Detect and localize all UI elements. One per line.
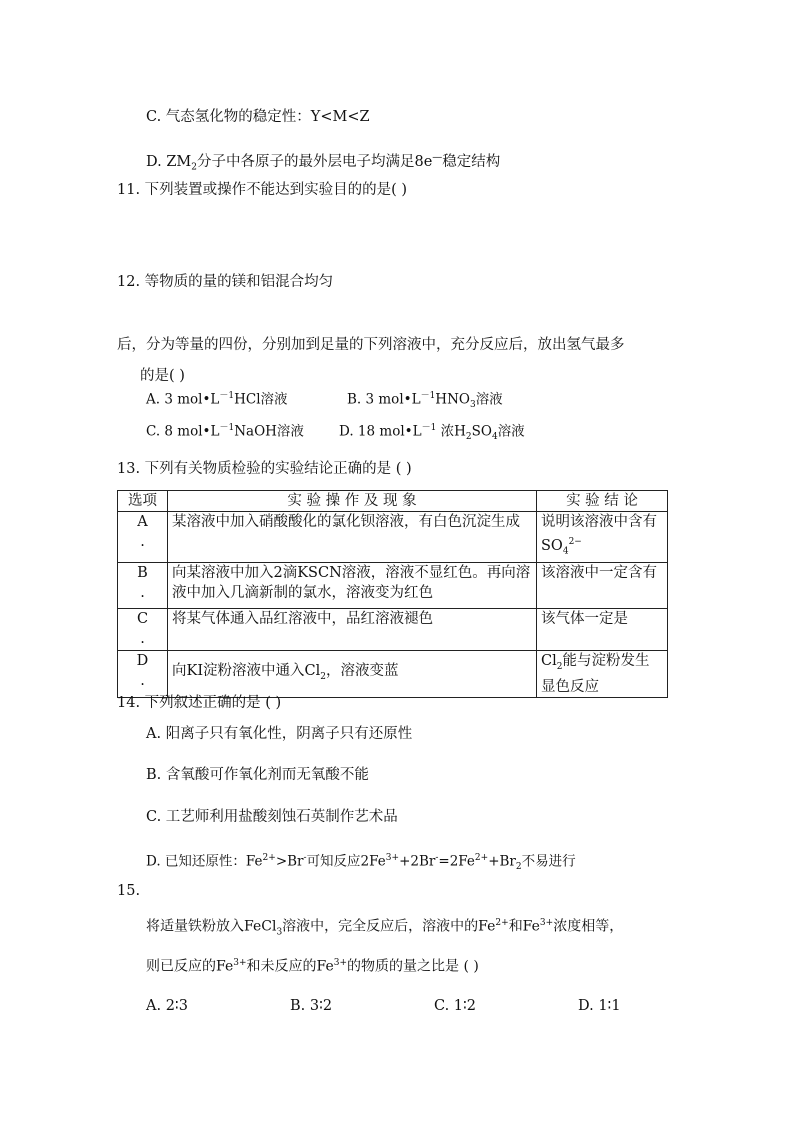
q12-d-sub1: 2 [465,432,472,443]
q12-c-sup: －1 [219,423,235,433]
q12-option-d [339,418,525,447]
table-row [118,562,668,608]
q15-s2-sup2: 3+ [333,958,348,968]
q10-d-text3: 稳定结构 [442,153,501,170]
q14-d-sub: 2 [515,862,522,873]
q12-b-sub: 3 [469,400,476,411]
q10-d-sub: 2 [191,162,197,173]
q14-d-t4: +2Br [399,853,436,870]
q14-d-t3: 可知反应2Fe [306,853,386,870]
row-c-operation: 将某气体通入品红溶液中，品红溶液褪色 [168,608,537,650]
q12-d-text1: D. 18 mol•L [339,423,422,440]
row-d-dot: . [140,672,145,689]
row-a-option [118,512,168,563]
q14-option-c: C. 工艺师利用盐酸刻蚀石英制作艺术品 [146,809,398,825]
q15-s2-sup1: 3+ [233,958,247,968]
row-d-op-sub: 2 [320,671,327,682]
header-operation: 实 验 操 作 及 现 象 [168,491,537,512]
q15-s1-t3: 和Fe [508,918,540,935]
row-c-option [118,608,168,650]
q12-d-text4: 溶液 [497,423,525,440]
row-d-con-sub: 2 [556,661,563,672]
q14-d-t5: =2Fe [438,853,475,870]
row-a-con-sup: 2− [568,537,582,547]
q15-option-b: B. 3∶2 [290,998,333,1014]
row-b-dot: . [140,584,145,601]
q14-d-s1: 2+ [262,853,276,863]
q13-question: 13. 下列有关物质检验的实验结论正确的是 ( ) [117,461,412,477]
q12-stem-3: 的是( ) [140,368,185,384]
q15-s1-t1: 将适量铁粉放入FeCl [146,918,277,935]
header-conclusion: 实 验 结 论 [537,491,668,512]
row-c-letter: C [136,610,149,627]
q14-d-s2: - [303,853,307,863]
q14-option-d [146,848,576,877]
q15-s2-t2: 和未反应的Fe [246,958,334,975]
q12-c-text1: C. 8 mol•L [146,423,220,440]
q15-s2-t1: 则已反应的Fe [146,958,234,975]
q12-option-a [146,386,288,410]
row-b-option [118,562,168,608]
row-a-con-sub: 4 [562,546,569,557]
row-c-dot: . [140,630,145,647]
q12-option-b [347,386,503,415]
row-d-operation [168,650,537,697]
q12-d-sub2: 4 [491,432,498,443]
q15-s1-t4: 浓度相等， [553,918,624,935]
row-a-dot: . [140,534,145,550]
q11-question: 11. 下列装置或操作不能达到实验目的的是( ) [117,182,408,198]
q14-d-s3: 3+ [385,853,400,863]
q15-stem-1 [146,913,623,942]
row-d-letter: D [136,652,149,669]
q12-a-sup: －1 [219,391,235,401]
q15-s1-sup2: 3+ [539,918,554,928]
q10-d-sup: — [432,152,443,163]
q14-d-t1: D. 已知还原性：Fe [146,853,263,870]
q12-a-text1: A. 3 mol•L [146,391,220,408]
q15-stem-2 [146,953,479,977]
q15-number: 15. [117,883,141,899]
q12-stem-1: 12. 等物质的量的镁和铝混合均匀 [117,274,334,290]
table-row [118,512,668,563]
q12-b-text3: 溶液 [475,391,503,408]
row-d-op-text1: 向KI淀粉溶液中通入Cl [172,662,321,679]
q14-d-s4: - [435,853,439,863]
q12-c-text2: NaOH溶液 [234,423,304,440]
row-a-con-text: 说明该溶液中含有SO [541,514,657,554]
table-row [118,650,668,697]
row-b-operation: 向某溶液中加入2滴KSCN溶液，溶液不显红色。再向溶液中加入几滴新制的氯水，溶液变为红色 [168,562,537,608]
q14-d-s5: 2+ [474,853,489,863]
q15-option-a: A. 2∶3 [146,998,188,1014]
q10-d-text2: 分子中各原子的最外层电子均满足8e [196,153,433,170]
q14-d-t7: 不易进行 [521,853,576,870]
q15-s1-sup1: 2+ [495,918,509,928]
q12-option-c [146,418,304,442]
row-d-option [118,650,168,697]
row-d-conclusion [537,650,668,697]
q12-b-sup: －1 [420,391,436,401]
row-a-conclusion [537,512,668,563]
table-row [118,608,668,650]
q10-option-d [146,148,500,178]
row-c-conclusion: 该气体一定是 [537,608,668,650]
q15-s2-t3: 的物质的量之比是 ( ) [347,958,479,975]
q15-s1-sub: 3 [276,927,283,938]
q15-option-d: D. 1∶1 [578,998,621,1014]
q14-option-a: A. 阳离子只有氧化性，阴离子只有还原性 [146,726,413,742]
q12-d-sup: －1 [421,423,437,433]
row-d-con-text2: 能与淀粉发生显色反应 [541,652,650,695]
table-header-row [118,491,668,512]
q15-option-c: C. 1∶2 [434,998,477,1014]
q10-option-c: C. 气态氢化物的稳定性：Y<M<Z [146,109,370,125]
row-b-conclusion: 该溶液中一定含有 [537,562,668,608]
q12-b-text2: HNO [435,391,470,408]
q12-stem-2: 后，分为等量的四份，分别加到足量的下列溶液中，充分反应后，放出氢气最多 [117,337,625,353]
q13-experiment-table [117,490,668,698]
q12-d-text2: 浓H [440,423,466,440]
header-option: 选项 [118,491,168,512]
q12-a-text2: HCl溶液 [234,391,288,408]
row-d-con-text1: Cl [541,652,557,669]
q14-d-t2: >Br [275,853,304,870]
row-a-operation: 某溶液中加入硝酸酸化的氯化钡溶液，有白色沉淀生成 [168,512,537,563]
row-b-letter: B [137,564,148,581]
row-d-op-text2: ，溶液变蓝 [326,662,399,679]
q14-question: 14. 下列叙述正确的是 ( ) [117,695,282,711]
q14-d-t6: +Br [488,853,516,870]
q12-d-text3: SO [471,423,492,440]
q14-option-b: B. 含氧酸可作氧化剂而无氧酸不能 [146,767,369,783]
q10-d-text1: D. ZM [146,153,192,170]
q15-s1-t2: 溶液中，完全反应后，溶液中的Fe [282,918,496,935]
row-a-letter: A [137,514,148,530]
q12-b-text1: B. 3 mol•L [347,391,421,408]
